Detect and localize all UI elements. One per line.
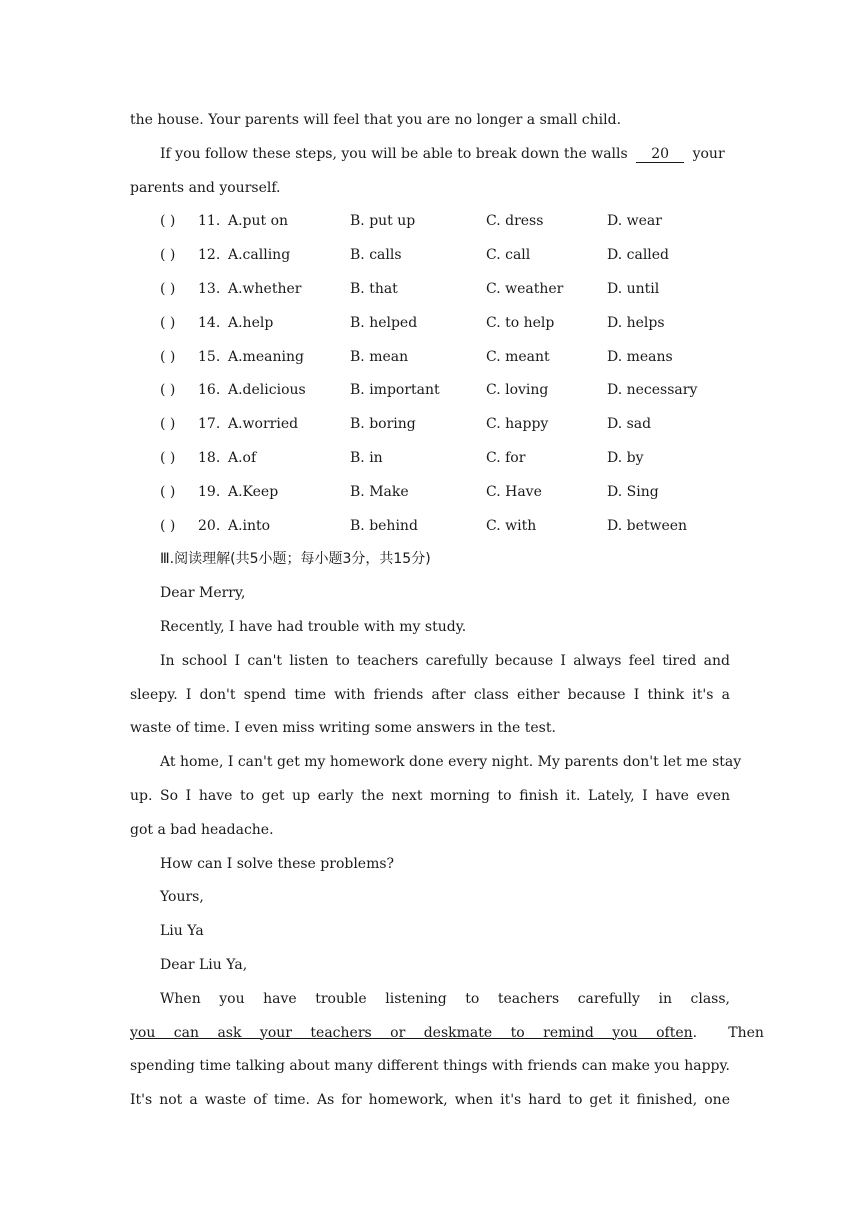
question-16 (160, 374, 730, 408)
letter-paragraph: At home, I can't get my homework done every night. My parents don't let me stay (160, 754, 742, 771)
letter-paragraph: It's not a waste of time. As for homework, when it's hard to get it finished, one (130, 1092, 730, 1109)
letter-greeting: Dear Liu Ya, (160, 956, 248, 973)
option-a: A.delicious (228, 382, 306, 399)
passage-line: the house. Your parents will feel that you are no longer a small child. (130, 112, 622, 128)
question-11 (160, 205, 730, 239)
option-d: D. sad (607, 416, 652, 433)
answer-paren: ( ) (160, 517, 176, 534)
option-c: C. to help (486, 314, 555, 331)
passage-text: If you follow these steps, you will be able to break down the walls (160, 145, 628, 162)
letter-paragraph: up. So I have to get up early the next morning to finish it. Lately, I have even (130, 787, 730, 804)
blank-20: 20 (636, 146, 684, 163)
option-c: C. for (486, 449, 526, 466)
question-number: 11. (198, 213, 221, 230)
section-heading: Ⅲ.阅读理解(共5小题；每小题3分，共15分) (160, 551, 431, 568)
options-list (130, 205, 730, 543)
letter-paragraph: spending time talking about many different things with friends can make you happy. (130, 1058, 730, 1075)
letter-greeting: Dear Merry, (160, 585, 246, 602)
question-15 (160, 341, 730, 375)
option-d: D. means (607, 348, 673, 365)
option-b: B. important (350, 382, 440, 399)
answer-paren: ( ) (160, 314, 176, 331)
option-c: C. weather (486, 280, 564, 297)
option-c: C. Have (486, 483, 542, 500)
letter-paragraph: got a bad headache. (130, 821, 274, 838)
question-number: 20. (198, 517, 221, 534)
letter-paragraph: sleepy. I don't spend time with friends after class either because I think it's a (130, 686, 730, 703)
answer-paren: ( ) (160, 416, 176, 433)
answer-paren: ( ) (160, 247, 176, 264)
option-b: B. behind (350, 517, 418, 534)
option-c: C. dress (486, 213, 544, 230)
question-number: 16. (198, 382, 221, 399)
letter-paragraph: In school I can't listen to teachers carefully because I always feel tired and (160, 652, 730, 669)
option-b: B. in (350, 449, 383, 466)
letter-closing: Yours, (160, 889, 204, 906)
option-d: D. called (607, 247, 670, 264)
option-b: B. boring (350, 416, 416, 433)
passage-text: your (692, 145, 725, 162)
answer-paren: ( ) (160, 449, 176, 466)
question-14 (160, 307, 730, 341)
question-12 (160, 239, 730, 273)
option-a: A.put on (228, 213, 289, 230)
option-a: A.into (228, 517, 271, 534)
option-c: C. with (486, 517, 537, 534)
option-b: B. mean (350, 348, 409, 365)
letter-text: . Then (692, 1024, 764, 1041)
option-c: C. loving (486, 382, 549, 399)
letter-signature: Liu Ya (160, 923, 204, 940)
option-c: C. happy (486, 416, 549, 433)
letter-paragraph: When you have trouble listening to teachers carefully in class, (160, 990, 730, 1007)
question-number: 13. (198, 280, 221, 297)
option-d: D. between (607, 517, 688, 534)
document-page (130, 104, 764, 1118)
question-number: 12. (198, 247, 221, 264)
option-b: B. calls (350, 247, 402, 264)
letter-paragraph-underlined (130, 1017, 764, 1051)
option-b: B. that (350, 280, 398, 297)
letter-paragraph: waste of time. I even miss writing some answers in the test. (130, 720, 556, 737)
option-d: D. necessary (607, 382, 698, 399)
option-b: B. helped (350, 314, 418, 331)
option-d: D. by (607, 449, 644, 466)
option-c: C. call (486, 247, 531, 264)
letter-paragraph: How can I solve these problems? (160, 855, 395, 872)
question-17 (160, 408, 730, 442)
question-20 (160, 510, 730, 544)
question-18 (160, 442, 730, 476)
answer-paren: ( ) (160, 213, 176, 230)
question-number: 15. (198, 348, 221, 365)
option-d: D. helps (607, 314, 665, 331)
option-a: A.whether (228, 280, 302, 297)
option-a: A.worried (228, 416, 299, 433)
answer-paren: ( ) (160, 348, 176, 365)
answer-paren: ( ) (160, 382, 176, 399)
question-number: 19. (198, 483, 221, 500)
option-d: D. wear (607, 213, 662, 230)
question-number: 18. (198, 449, 221, 466)
passage-line: parents and yourself. (130, 179, 281, 196)
answer-paren: ( ) (160, 483, 176, 500)
passage-line-with-blank (130, 138, 730, 172)
question-number: 14. (198, 314, 221, 331)
option-d: D. until (607, 280, 660, 297)
option-c: C. meant (486, 348, 550, 365)
option-b: B. Make (350, 483, 409, 500)
question-13 (160, 273, 730, 307)
question-number: 17. (198, 416, 221, 433)
option-a: A.meaning (228, 348, 304, 365)
option-d: D. Sing (607, 483, 659, 500)
option-a: A.Keep (228, 483, 279, 500)
option-a: A.calling (228, 247, 291, 264)
letter-paragraph: Recently, I have had trouble with my study. (160, 618, 467, 635)
option-a: A.help (228, 314, 274, 331)
option-a: A.of (228, 449, 257, 466)
underlined-sentence: you can ask your teachers or deskmate to remind you often (130, 1024, 693, 1041)
question-19 (160, 476, 730, 510)
option-b: B. put up (350, 213, 416, 230)
answer-paren: ( ) (160, 280, 176, 297)
